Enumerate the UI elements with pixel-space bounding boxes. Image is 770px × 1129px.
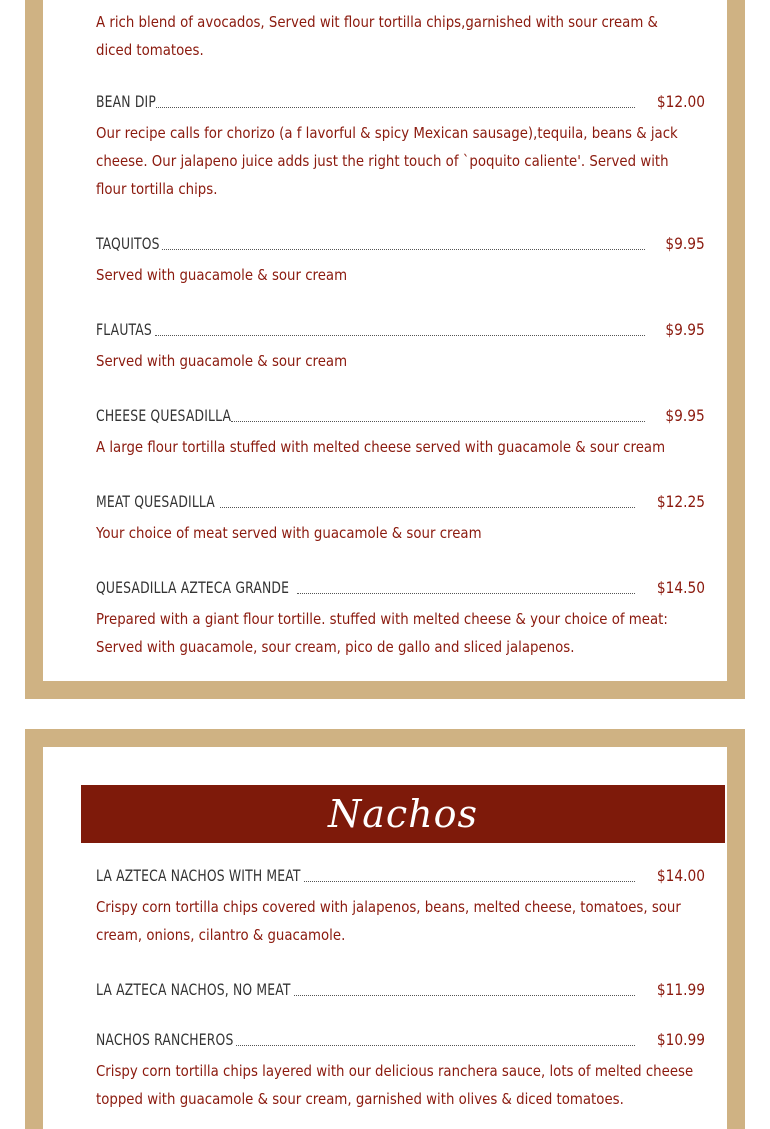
item-header bbox=[96, 1025, 705, 1049]
item-description: Crispy corn tortilla chips covered with jalapenos, beans, melted cheese, tomatoes, sour cream, onions, cilantro & guacamole. bbox=[96, 898, 681, 944]
dot-leader bbox=[162, 248, 645, 250]
item-description: Crispy corn tortilla chips layered with our delicious ranchera sauce, lots of melted cheese topped with guacamole & sour cream, garnished with olives & diced tomatoes. bbox=[96, 1062, 694, 1108]
item-price: $11.99 bbox=[656, 980, 705, 999]
menu-item bbox=[96, 229, 705, 289]
dot-leader bbox=[155, 334, 645, 336]
dot-leader bbox=[236, 1044, 635, 1046]
item-price: $9.95 bbox=[665, 234, 705, 253]
item-description: Served with guacamole & sour cream bbox=[96, 266, 348, 284]
item-description: Prepared with a giant flour tortille. stuffed with melted cheese & your choice of meat: Served with guacamole, sour cream, pico de gallo and sliced jalapenos. bbox=[96, 610, 668, 656]
item-header bbox=[96, 315, 705, 339]
dot-leader bbox=[220, 506, 635, 508]
item-header bbox=[96, 861, 705, 885]
item-price: $14.00 bbox=[656, 866, 705, 885]
dot-leader bbox=[294, 994, 635, 996]
dot-leader bbox=[156, 106, 635, 108]
item-price: $12.00 bbox=[656, 92, 705, 111]
item-price: $14.50 bbox=[656, 578, 705, 597]
menu-item bbox=[96, 487, 705, 547]
item-name: LA AZTECA NACHOS, NO MEAT bbox=[96, 980, 291, 999]
item-price: $9.95 bbox=[665, 320, 705, 339]
item-description: Your choice of meat served with guacamole & sour cream bbox=[96, 524, 482, 542]
item-header bbox=[96, 229, 705, 253]
item-name: LA AZTECA NACHOS WITH MEAT bbox=[96, 866, 301, 885]
item-description: Served with guacamole & sour cream bbox=[96, 352, 348, 370]
appetizers-section-frame bbox=[25, 0, 745, 699]
item-description: Our recipe calls for chorizo (a f lavorful & spicy Mexican sausage),tequila, beans & jack cheese. Our jalapeno juice adds just the right touch of `poquito caliente'. Served with flour tortilla chips. bbox=[96, 124, 678, 198]
menu-item bbox=[96, 315, 705, 375]
item-name: BEAN DIP bbox=[96, 92, 156, 111]
item-description: A large flour tortilla stuffed with melted cheese served with guacamole & sour cream bbox=[96, 438, 666, 456]
dot-leader bbox=[297, 592, 635, 594]
menu-item bbox=[96, 573, 705, 661]
item-header bbox=[96, 975, 705, 999]
item-price: $12.25 bbox=[656, 492, 705, 511]
item-header bbox=[96, 87, 705, 111]
section-title: Nachos bbox=[327, 792, 479, 836]
item-name: CHEESE QUESADILLA bbox=[96, 406, 232, 425]
item-header bbox=[96, 401, 705, 425]
menu-item bbox=[96, 401, 705, 461]
menu-item bbox=[96, 975, 705, 999]
menu-item bbox=[96, 861, 705, 949]
item-price: $10.99 bbox=[656, 1030, 705, 1049]
menu-item bbox=[96, 1025, 705, 1113]
item-price: $9.95 bbox=[665, 406, 705, 425]
item-name: QUESADILLA AZTECA GRANDE bbox=[96, 578, 290, 597]
item-name: FLAUTAS bbox=[96, 320, 152, 339]
item-header bbox=[96, 573, 705, 597]
menu-item bbox=[96, 87, 705, 203]
dot-leader bbox=[231, 420, 645, 422]
item-name: MEAT QUESADILLA bbox=[96, 492, 215, 511]
item-name: NACHOS RANCHEROS bbox=[96, 1030, 234, 1049]
nachos-section-frame bbox=[25, 729, 745, 1129]
item-description: A rich blend of avocados, Served wit flour tortilla chips,garnished with sour cream & diced tomatoes. bbox=[96, 13, 658, 59]
nachos-section-panel bbox=[43, 747, 727, 1129]
appetizers-section-panel bbox=[43, 0, 727, 681]
menu-item bbox=[96, 8, 705, 64]
item-name: TAQUITOS bbox=[96, 234, 160, 253]
section-title-banner bbox=[81, 785, 725, 843]
item-header bbox=[96, 487, 705, 511]
dot-leader bbox=[304, 880, 635, 882]
